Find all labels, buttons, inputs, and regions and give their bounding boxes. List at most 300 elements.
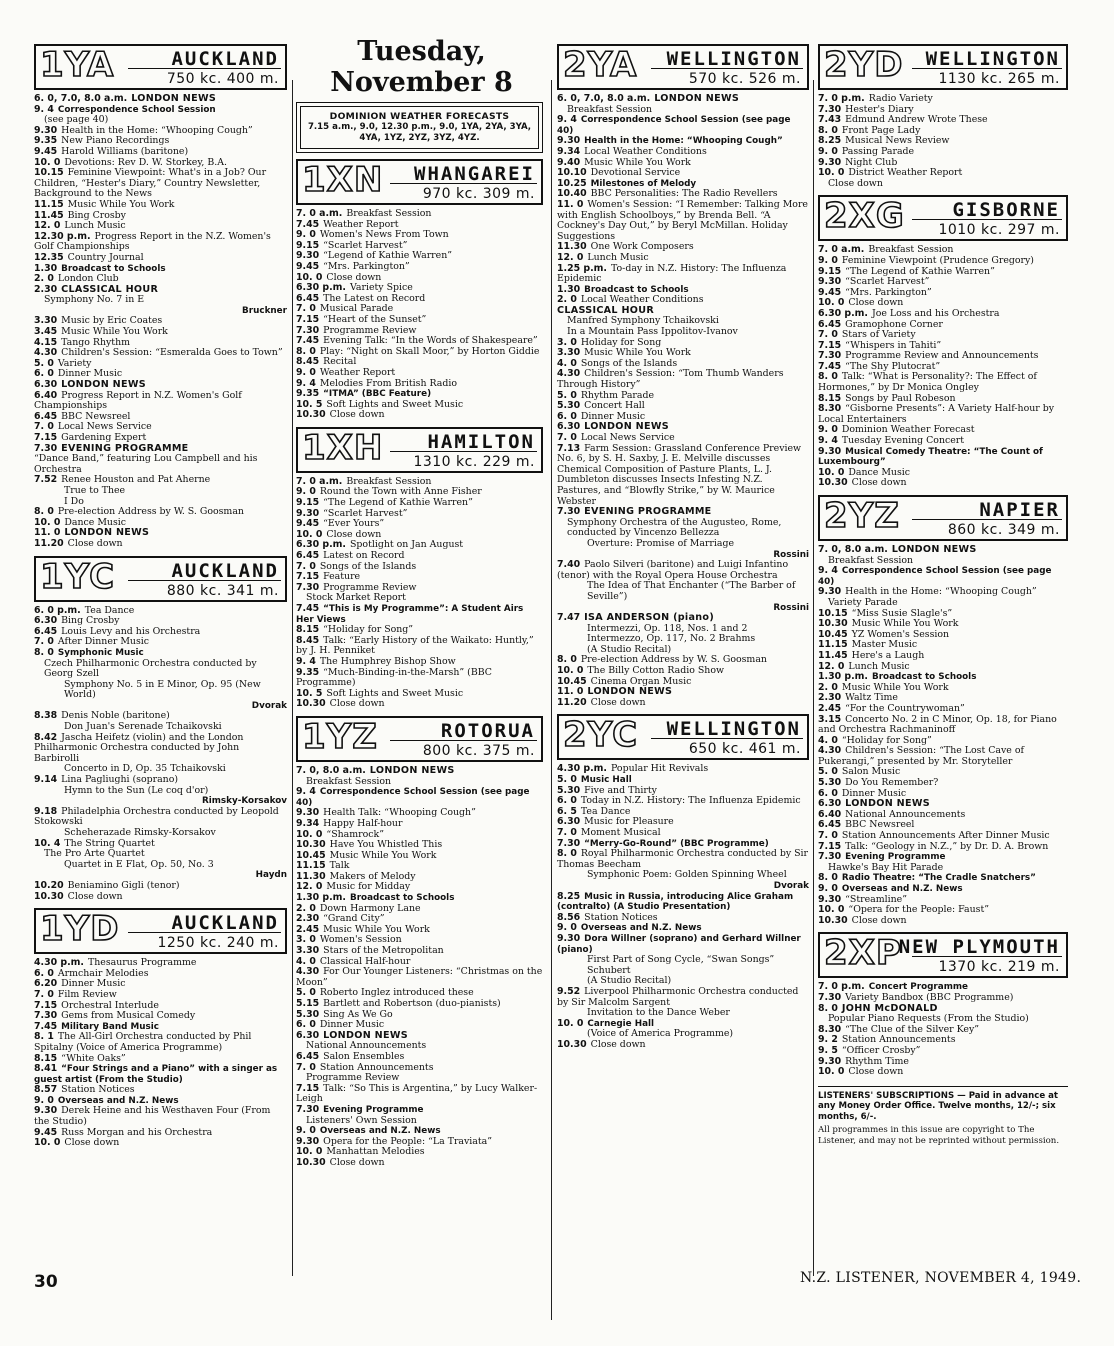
programme-time: 8.15 [34, 1052, 58, 1064]
programme-title: “The Legend of Kathie Warren” [845, 265, 995, 277]
programme-time: 10.30 [557, 1038, 587, 1050]
programme-entry [818, 372, 1068, 393]
programme-title: Health in the Home: “Whooping Cough” [584, 136, 783, 147]
programme-time: 2.30 [818, 692, 842, 704]
programme-title: Dinner Music [580, 410, 646, 422]
station-city: WHANGAREI [414, 163, 535, 185]
programme-title: “Holiday for Song” [323, 624, 414, 636]
programme-title: Talk: “Geology in N.Z.,” by Dr. D. A. Brown [845, 840, 1049, 852]
programme-time: 10.15 [818, 607, 848, 619]
programme-title: Music While You Work [584, 156, 691, 168]
programme-entry [557, 955, 809, 976]
programme-title: Front Page Lady [841, 124, 921, 136]
programme-title: ISA ANDERSON (piano) [584, 612, 714, 624]
programme-title: The Latest on Record [323, 292, 426, 304]
programme-title: Women's News From Town [319, 229, 449, 241]
programme-title: The Idea of That Enchanter (“The Barber of Seville”) [587, 580, 796, 602]
programme-title: Intermezzi, Op. 118, Nos. 1 and 2 [587, 622, 748, 634]
programme-title: The All-Girl Orchestra conducted by Phil Spitalny (Voice of America Programme) [34, 1031, 252, 1053]
programme-time: 11.15 [296, 860, 326, 872]
programme-time: 7.15 [818, 840, 842, 852]
programme-time: 9. 0 [296, 1125, 316, 1137]
programme-time: 8. 1 [34, 1031, 54, 1043]
programme-time: 6.45 [818, 819, 842, 831]
programme-time: 7.30 [296, 1103, 320, 1115]
programme-time: 8.30 [818, 403, 842, 415]
programme-title: Holiday for Song [580, 336, 662, 348]
station-header [557, 44, 809, 90]
programme-entry [557, 105, 809, 116]
programme-title: Rimsky-Korsakov [201, 796, 287, 807]
programme-title: Close down [851, 477, 907, 489]
programme-title: “Officer Crosby” [841, 1044, 921, 1056]
station-header [296, 427, 543, 473]
programme-title: Variety [57, 357, 92, 369]
programme-list [818, 982, 1068, 1077]
programme-entry [818, 404, 1068, 425]
programme-title: Children's Session: “Esmeralda Goes to Town” [61, 347, 283, 359]
programme-time: 7. 0 [296, 1061, 316, 1073]
programme-time: 6. 0 [34, 967, 54, 979]
station-frequency: 570 kc. 526 m. [688, 71, 801, 87]
programme-entry [557, 764, 809, 775]
programme-time: 9. 0 [296, 229, 316, 241]
programme-time: 4.30 p.m. [557, 763, 607, 775]
programme-entry [296, 699, 543, 710]
programme-entry [557, 987, 809, 1008]
programme-time: 6.30 [557, 421, 581, 433]
programme-title: Bartlett and Robertson (duo-pianists) [323, 998, 501, 1009]
programme-time: 9.30 [818, 893, 842, 905]
programme-time: 9.45 [34, 1126, 58, 1138]
programme-time: 6.40 [34, 389, 58, 401]
programme-title: “Scarlet Harvest” [323, 239, 408, 251]
programme-title: Local Weather Conditions [584, 145, 707, 157]
programme-title: Health in the Home: “Whooping Cough” [845, 586, 1037, 598]
programme-entry [34, 391, 287, 412]
programme-time: 11.15 [34, 198, 64, 210]
programme-time: 2.30 [296, 913, 320, 925]
programme-time: 9.30 [557, 135, 581, 147]
programme-title: Armchair Melodies [57, 967, 149, 979]
programme-title: Programme Review [323, 324, 417, 336]
programme-time: 4.30 [557, 368, 581, 380]
programme-time: 9.34 [557, 145, 581, 157]
programme-title: CLASSICAL HOUR [557, 304, 655, 316]
programme-entry [557, 369, 809, 390]
programme-entry [557, 115, 809, 136]
programme-time: 7.15 [34, 432, 58, 443]
programme-time: 6.30 [34, 615, 58, 627]
programme-title: “White Oaks” [61, 1052, 126, 1064]
programme-title: JOHN McDONALD [841, 1002, 938, 1014]
programme-time: 10.30 [34, 890, 64, 902]
programme-title: Talk: “Early History of the Waikato: Huntly,” by J. H. Penniket [296, 634, 534, 657]
programme-title: Correspondence School Session (see page 40) [296, 787, 530, 808]
programme-entry [557, 698, 809, 709]
programme-title: Invitation to the Dance Weber [587, 1007, 730, 1019]
station-city: HAMILTON [427, 430, 535, 453]
programme-title: Music in Russia, introducing Alice Graham (contralto) (A Studio Presentation) [557, 891, 794, 913]
programme-entry [296, 777, 543, 788]
station-frequency: 1310 kc. 229 m. [413, 453, 535, 470]
programme-title: Dance Music [64, 516, 127, 528]
programme-title: “Holiday for Song” [841, 734, 932, 746]
programme-title: “Miss Susie Slagle's” [851, 607, 953, 619]
station-logo: 2XG [824, 196, 905, 237]
programme-time: 6. 5 [557, 805, 577, 817]
programme-time: 10. 0 [818, 167, 845, 179]
programme-time: 7. 0 [818, 329, 838, 341]
programme-time: 4. 0 [818, 734, 838, 746]
programme-title: “For the Countrywoman” [845, 702, 965, 714]
programme-entry [296, 787, 543, 808]
programme-time: 6. 0 [818, 787, 838, 799]
programme-entry [296, 410, 543, 421]
programme-time: 9. 5 [818, 1044, 838, 1056]
programme-time: 1.25 p.m. [557, 262, 607, 274]
programme-time: 10.30 [818, 618, 848, 630]
programme-time: 7.30 [296, 581, 320, 593]
programme-time: 3.30 [296, 945, 320, 957]
programme-title: Devotions: Rev D. W. Storkey, B.A. [64, 156, 227, 168]
programme-title: Down Harmony Lane [319, 902, 421, 914]
programme-title: Round the Town with Anne Fisher [319, 486, 482, 498]
programme-title: (A Studio Recital) [587, 975, 672, 987]
programme-entry [34, 539, 287, 550]
station-header [818, 495, 1068, 541]
programme-title: “Dance Band,” featuring Lou Campbell and his Orchestra [34, 453, 258, 475]
programme-title: Stars of Variety [841, 329, 916, 341]
programme-entry [296, 668, 543, 689]
programme-entry [818, 842, 1068, 853]
programme-entry [296, 1116, 543, 1127]
programme-title: Russ Morgan and his Orchestra [61, 1126, 213, 1138]
programme-title: Carnegie Hall [587, 1018, 655, 1029]
programme-title: District Weather Report [848, 167, 963, 179]
station-logo: 1YZ [302, 716, 378, 757]
programme-title: Harold Williams (baritone) [61, 145, 189, 157]
weather-times: 7.15 a.m., 9.0, 12.30 p.m., 9.0, 1YA, 2YA, 3YA, 4YA, 1YZ, 2YZ, 3YZ, 4YZ. [307, 122, 532, 143]
programme-time: 7.40 [557, 559, 581, 571]
programme-time: 7.43 [818, 114, 842, 126]
programme-title: Evening Programme [323, 1104, 424, 1115]
programme-entry [818, 556, 1068, 567]
programme-title: Soft Lights and Sweet Music [326, 687, 464, 699]
programme-title: Intermezzo, Op. 117, No. 2 Brahms [587, 633, 756, 645]
programme-entry [34, 1064, 287, 1085]
programme-entry [818, 566, 1068, 587]
programme-title: Symphony No. 5 in E Minor, Op. 95 (New World) [64, 678, 261, 701]
programme-title: Bing Crosby [67, 209, 126, 221]
programme-title: Breakfast Session [306, 775, 392, 787]
programme-title: LONDON NEWS [369, 764, 455, 776]
programme-time: 9.30 [818, 1055, 842, 1067]
programme-title: Dominion Weather Forecast [841, 424, 975, 436]
programme-time: 6.30 [296, 1029, 320, 1041]
programme-title: Health in the Home: “Whooping Cough” [61, 124, 253, 136]
programme-time: 9.35 [34, 135, 58, 147]
programme-time: 9. 2 [818, 1034, 838, 1046]
programme-time: 11. 0 [557, 198, 584, 210]
programme-title: Makers of Melody [329, 870, 416, 882]
programme-time: 10. 0 [296, 1146, 323, 1158]
programme-list [557, 94, 809, 708]
programme-title: “Merry-Go-Round” (BBC Programme) [584, 838, 769, 849]
programme-time: 7.45 [296, 218, 320, 230]
programme-time: 10. 0 [296, 528, 323, 540]
programme-title: Scheherazade Rimsky-Korsakov [64, 827, 216, 838]
station-header [818, 195, 1068, 241]
programme-entry [34, 1138, 287, 1149]
programme-time: 1.30 [34, 262, 58, 274]
programme-list [34, 94, 287, 550]
programme-title: Overseas and N.Z. News [841, 884, 963, 894]
programme-title: Night Club [845, 156, 898, 168]
programme-time: 8.30 [818, 1023, 842, 1035]
programme-time: 7. 0 p.m. [818, 93, 865, 104]
programme-title: Lina Pagliughi (soprano) [61, 774, 179, 786]
programme-time: 8.15 [296, 624, 320, 636]
programme-time: 9.15 [296, 497, 320, 509]
programme-title: Breakfast Session [828, 554, 914, 566]
station-city: NEW PLYMOUTH [898, 936, 1060, 959]
programme-title: Lunch Music [64, 220, 126, 232]
programme-time: 8. 0 [818, 371, 838, 383]
programme-time: 8. 0 [818, 872, 838, 884]
programme-time: 6.45 [296, 1050, 320, 1062]
programme-title: Close down [848, 1066, 904, 1078]
programme-title: Lunch Music [848, 660, 910, 672]
programme-title: Pre-election Address by W. S. Goosman [580, 654, 767, 666]
programme-time: 7. 0 a.m. [296, 475, 343, 487]
programme-title: EVENING PROGRAMME [61, 442, 189, 454]
programme-time: 11.45 [34, 209, 64, 221]
programme-time: 9.30 [34, 1105, 58, 1117]
programme-title: True to Thee [64, 484, 126, 496]
programme-time: 5. 0 [296, 987, 316, 999]
programme-time: 11.15 [818, 639, 848, 651]
station-logo: 2YD [824, 45, 904, 85]
programme-title: Music by Eric Coates [61, 315, 163, 327]
programme-title: LONDON NEWS [845, 798, 930, 810]
programme-time: 1.30 [557, 283, 581, 295]
station-city: WELLINGTON [925, 48, 1060, 70]
programme-title: CLASSICAL HOUR [61, 283, 159, 295]
programme-time: 8. 0 [557, 654, 577, 666]
programme-title: Correspondence School Session (see page 40) [557, 115, 791, 136]
programme-title: “Ever Yours” [323, 518, 385, 530]
programme-time: 7.30 [818, 851, 842, 863]
programme-title: Broadcast to Schools [872, 672, 977, 683]
programme-entry [557, 1040, 809, 1051]
programme-title: Military Band Music [61, 1021, 159, 1032]
weather-title: DOMINION WEATHER FORECASTS [329, 111, 510, 122]
programme-title: Salon Ensembles [323, 1050, 405, 1062]
programme-time: 3. 0 [296, 934, 316, 946]
programme-time: 6. 0, 7.0, 8.0 a.m. [557, 93, 651, 104]
programme-time: 8.38 [34, 710, 58, 722]
programme-entry [296, 593, 543, 604]
programme-title: Lunch Music [587, 251, 649, 263]
programme-time: 7. 0 [818, 830, 838, 842]
programme-title: Music While You Work [67, 198, 175, 210]
page-number: 30 [34, 1272, 58, 1292]
programme-title: Popular Hit Revivals [611, 763, 709, 775]
station-header [34, 908, 287, 954]
programme-title: Variety Bandbox (BBC Programme) [845, 991, 1014, 1003]
station-frequency: 860 kc. 349 m. [947, 522, 1060, 538]
programme-time: 6.40 [818, 808, 842, 820]
programme-title: The Pro Arte Quartet [44, 848, 145, 860]
programme-list [296, 477, 543, 710]
programme-time: 10. 0 [818, 297, 845, 309]
programme-time: 9.15 [818, 265, 842, 277]
programme-time: 10. 0 [296, 271, 323, 283]
programme-title: Talk [329, 860, 350, 872]
station-logo: 2YZ [824, 496, 900, 536]
programme-entry [34, 1011, 287, 1022]
programme-title: Evening Talk: “In the Words of Shakespeare” [323, 335, 538, 347]
programme-title: Listeners' Own Session [306, 1114, 417, 1126]
programme-time: 10.30 [296, 839, 326, 851]
programme-time: 9.30 [557, 932, 581, 944]
programme-entry [818, 179, 1068, 190]
programme-time: 7.30 [296, 324, 320, 336]
station-logo: 2YC [563, 715, 639, 756]
programme-time: 7. 0 [34, 636, 54, 648]
station-logo: 1YC [40, 556, 116, 597]
programme-title: Country Journal [67, 251, 144, 263]
programme-entry [557, 923, 809, 934]
programme-title: In a Mountain Pass Ippolitov-Ivanov [567, 326, 738, 338]
programme-time: 9.30 [818, 586, 842, 598]
programme-entry [557, 200, 809, 242]
programme-entry [557, 560, 809, 581]
programme-title: Women's Session: “I Remember: Talking More with English Schoolboys,” by Brenda Bell. “A Cockney's Day Out,” by Beryl McMillan. Holiday Suggestions [557, 198, 808, 242]
programme-entry [557, 264, 809, 285]
programme-title: “Four Strings and a Piano” with a singer as guest artist (From the Studio) [34, 1064, 278, 1085]
programme-title: Broadcast to Schools [61, 263, 166, 274]
programme-list [296, 209, 543, 421]
programme-title: Close down [326, 528, 382, 540]
programme-time: 4. 0 [557, 357, 577, 369]
programme-title: Melodies From British Radio [319, 377, 457, 389]
programme-time: 2. 0 [818, 681, 838, 693]
programme-list [818, 94, 1068, 189]
programme-title: Concert Programme [868, 982, 968, 993]
programme-title: Rhythm Parade [580, 389, 655, 401]
station-header [296, 716, 543, 762]
programme-title: Beniamino Gigli (tenor) [67, 879, 180, 891]
programme-title: Denis Noble (baritone) [61, 710, 170, 722]
programme-time: 7.45 [34, 1020, 58, 1032]
station-city: NAPIER [979, 499, 1060, 521]
programme-entry [34, 454, 287, 475]
programme-title: “Shamrock” [326, 828, 384, 840]
programme-title: Hawke's Bay Hit Parade [828, 861, 944, 873]
programme-title: Concerto No. 2 in C Minor, Op. 18, for Piano and Orchestra Rachmaninoff [818, 713, 1057, 736]
programme-time: 8.41 [34, 1063, 58, 1075]
programme-title: Paolo Silveri (baritone) and Luigi Infantino (tenor) with the Royal Opera House Orchestra [557, 559, 789, 581]
programme-time: 4.30 p.m. [34, 957, 84, 969]
programme-entry [818, 916, 1068, 927]
programme-time: 9. 0 [818, 254, 838, 266]
programme-time: 11. 0 [557, 686, 584, 698]
programme-title: Station Notices [584, 911, 658, 923]
programme-title: Station Notices [61, 1084, 135, 1096]
programme-entry [34, 637, 287, 648]
programme-time: 9.14 [34, 774, 58, 786]
programme-entry [34, 94, 287, 105]
programme-time: 9. 4 [557, 114, 577, 126]
programme-title: Classical Half-hour [319, 955, 411, 967]
programme-time: 8.57 [34, 1084, 58, 1096]
programme-title: “Mrs. Parkington” [845, 286, 932, 298]
copyright-note: All programmes in this issue are copyright to The Listener, and may not be reprinted without permission. [818, 1125, 1060, 1146]
programme-time: 9.18 [34, 805, 58, 817]
programme-title: Dvorak [773, 880, 809, 891]
programme-title: Thesaurus Programme [88, 957, 197, 969]
programme-title: LONDON NEWS [891, 544, 977, 555]
programme-title: Haydn [255, 870, 287, 881]
programme-title: Manfred Symphony Tchaikovski [567, 315, 719, 327]
programme-entry [557, 849, 809, 870]
programme-time: 10. 0 [296, 828, 323, 840]
programme-time: 6.20 [34, 978, 58, 990]
station-logo: 2YA [563, 45, 638, 85]
programme-title: LONDON NEWS [64, 527, 150, 539]
station-header [818, 932, 1068, 978]
programme-title: Czech Philharmonic Orchestra conducted by Georg Szell [44, 657, 257, 680]
station-frequency: 970 kc. 309 m. [422, 186, 535, 202]
footer-issue: N.Z. LISTENER, NOVEMBER 4, 1949. [800, 1270, 1082, 1286]
programme-time: 6.30 p.m. [296, 539, 346, 551]
programme-time: 8.15 [818, 392, 842, 404]
programme-title: Broadcast to Schools [350, 893, 455, 904]
programme-time: 7. 0 [296, 303, 316, 315]
programme-title: “Much-Binding-in-the-Marsh” (BBC Programme) [296, 666, 492, 689]
programme-time: 10.30 [296, 698, 326, 710]
programme-time: 9. 4 [296, 655, 316, 667]
programme-time: 10.45 [296, 849, 326, 861]
programme-title: One Work Composers [590, 241, 694, 253]
column-divider [551, 80, 552, 1320]
programme-title: Progress Report in the N.Z. Women's Golf Championships [34, 230, 271, 253]
programme-time: 2. 0 [34, 273, 54, 285]
programme-title: Bing Crosby [61, 615, 120, 627]
programme-time: 9.30 [818, 276, 842, 288]
station-city: AUCKLAND [171, 559, 279, 582]
programme-entry [557, 934, 809, 955]
programme-entry [557, 581, 809, 602]
programme-entry [557, 828, 809, 839]
programme-time: 10. 0 [34, 156, 61, 168]
programme-title: Dora Willner (soprano) and Gerhard Willner (piano) [557, 933, 801, 955]
programme-time: 9. 4 [296, 377, 316, 389]
programme-time: 10.40 [557, 188, 587, 200]
programme-time: 2. 0 [557, 294, 577, 306]
programme-time: 8. 0 [818, 124, 838, 136]
programme-time: 11. 0 [34, 527, 61, 539]
programme-time: 1.30 p.m. [296, 892, 346, 904]
programme-title: For Our Younger Listeners: “Christmas on the Moon” [296, 966, 543, 988]
programme-time: 9. 4 [818, 565, 838, 577]
programme-entry [818, 478, 1068, 489]
programme-time: 7.30 [34, 442, 58, 454]
programme-title: Rhythm Time [845, 1055, 909, 1067]
programme-time: 8.42 [34, 731, 58, 743]
